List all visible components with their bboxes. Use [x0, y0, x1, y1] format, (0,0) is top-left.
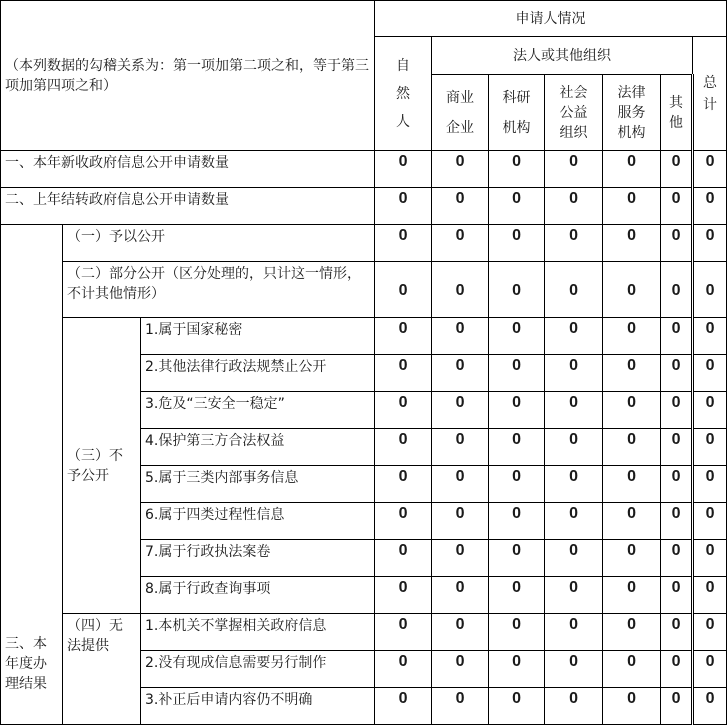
table-row: [1, 188, 727, 225]
cell-value: 0: [489, 651, 545, 688]
section3-label: 三、本年度办理结果: [1, 225, 63, 725]
row-label: 1.本机关不掌握相关政府信息: [141, 614, 375, 651]
cell-value: 0: [432, 392, 489, 429]
header-social: 社会 公益 组织: [545, 75, 603, 151]
cell-value: 0: [489, 577, 545, 614]
cell-value: 0: [545, 318, 603, 355]
cell-value: 0: [545, 225, 603, 262]
cell-value: 0: [545, 151, 603, 188]
cell-value: 0: [603, 262, 661, 318]
cell-value: 0: [603, 225, 661, 262]
table-row: [1, 262, 727, 318]
cell-value: 0: [432, 151, 489, 188]
row-label: （二）部分公开（区分处理的，只计这一情形，不计其他情形）: [63, 262, 375, 318]
cell-value: 0: [375, 540, 432, 577]
row-label: 1.属于国家秘密: [141, 318, 375, 355]
cell-value: 0: [432, 614, 489, 651]
cell-value: 0: [545, 188, 603, 225]
cell-value: 0: [693, 392, 727, 429]
cell-value: 0: [661, 262, 693, 318]
cell-value: 0: [432, 225, 489, 262]
cell-value: 0: [545, 540, 603, 577]
cell-value: 0: [375, 429, 432, 466]
header-other: 其 他: [661, 75, 693, 151]
cell-value: 0: [661, 577, 693, 614]
cell-value: 0: [603, 688, 661, 725]
cell-value: 0: [603, 651, 661, 688]
cell-value: 0: [432, 540, 489, 577]
cell-value: 0: [693, 151, 727, 188]
cell-value: 0: [661, 429, 693, 466]
table-row: [1, 614, 727, 651]
cell-value: 0: [545, 651, 603, 688]
cell-value: 0: [693, 262, 727, 318]
cell-value: 0: [603, 188, 661, 225]
cell-value: 0: [489, 262, 545, 318]
cell-value: 0: [375, 577, 432, 614]
cell-value: 0: [661, 188, 693, 225]
row-label: 3.危及“三安全一稳定”: [141, 392, 375, 429]
cell-value: 0: [545, 392, 603, 429]
table-row: [1, 225, 727, 262]
cell-value: 0: [375, 355, 432, 392]
cell-value: 0: [489, 614, 545, 651]
cell-value: 0: [489, 503, 545, 540]
cell-value: 0: [661, 392, 693, 429]
row-label: 3.补正后申请内容仍不明确: [141, 688, 375, 725]
cell-value: 0: [375, 688, 432, 725]
cell-value: 0: [661, 225, 693, 262]
cell-value: 0: [693, 614, 727, 651]
row-label: 4.保护第三方合法权益: [141, 429, 375, 466]
cell-value: 0: [489, 225, 545, 262]
cell-value: 0: [489, 688, 545, 725]
cell-value: 0: [489, 151, 545, 188]
cell-value: 0: [432, 318, 489, 355]
cell-value: 0: [545, 355, 603, 392]
cell-value: 0: [375, 318, 432, 355]
cell-value: 0: [603, 355, 661, 392]
cell-value: 0: [661, 318, 693, 355]
cell-value: 0: [661, 614, 693, 651]
cell-value: 0: [432, 577, 489, 614]
cell-value: 0: [661, 355, 693, 392]
row-label: 5.属于三类内部事务信息: [141, 466, 375, 503]
cell-value: 0: [432, 466, 489, 503]
cell-value: 0: [693, 225, 727, 262]
header-law: 法律 服务 机构: [603, 75, 661, 151]
cell-value: 0: [489, 429, 545, 466]
cell-value: 0: [375, 503, 432, 540]
cell-value: 0: [693, 355, 727, 392]
cell-value: 0: [489, 355, 545, 392]
cell-value: 0: [693, 651, 727, 688]
row-label: 二、上年结转政府信息公开申请数量: [1, 188, 375, 225]
header-natural-person: 自 然 人: [375, 37, 432, 151]
row-label: （一）予以公开: [63, 225, 375, 262]
cell-value: 0: [603, 577, 661, 614]
cell-value: 0: [603, 318, 661, 355]
row-label: 2.没有现成信息需要另行制作: [141, 651, 375, 688]
cell-value: 0: [545, 688, 603, 725]
cell-value: 0: [375, 225, 432, 262]
cell-value: 0: [545, 577, 603, 614]
cell-value: 0: [661, 151, 693, 188]
cell-value: 0: [432, 503, 489, 540]
row-label: 7.属于行政执法案卷: [141, 540, 375, 577]
cell-value: 0: [693, 577, 727, 614]
cell-value: 0: [693, 688, 727, 725]
cell-value: 0: [489, 466, 545, 503]
cell-value: 0: [432, 262, 489, 318]
cell-value: 0: [432, 188, 489, 225]
cell-value: 0: [545, 614, 603, 651]
cell-value: 0: [489, 540, 545, 577]
cell-value: 0: [603, 392, 661, 429]
cell-value: 0: [432, 688, 489, 725]
header-applicant: 申请人情况: [375, 1, 727, 37]
cell-value: 0: [489, 188, 545, 225]
cell-value: 0: [661, 688, 693, 725]
cell-value: 0: [545, 262, 603, 318]
cell-value: 0: [603, 540, 661, 577]
cell-value: 0: [693, 503, 727, 540]
cell-value: 0: [375, 466, 432, 503]
header-legal-org: 法人或其他组织: [432, 37, 693, 75]
header-commercial: 商业 企业: [432, 75, 489, 151]
cell-value: 0: [603, 614, 661, 651]
cell-value: 0: [545, 429, 603, 466]
cell-value: 0: [661, 651, 693, 688]
cell-value: 0: [375, 262, 432, 318]
cell-value: 0: [693, 429, 727, 466]
row-label: 8.属于行政查询事项: [141, 577, 375, 614]
header-research: 科研 机构: [489, 75, 545, 151]
table-row: [1, 318, 727, 355]
cell-value: 0: [693, 540, 727, 577]
group3-label: （三）不予公开: [63, 318, 141, 614]
cell-value: 0: [545, 466, 603, 503]
cell-value: 0: [432, 651, 489, 688]
cell-value: 0: [489, 318, 545, 355]
cell-value: 0: [375, 614, 432, 651]
header-note: （本列数据的勾稽关系为：第一项加第二项之和，等于第三项加第四项之和）: [1, 1, 375, 151]
cell-value: 0: [661, 466, 693, 503]
cell-value: 0: [603, 466, 661, 503]
cell-value: 0: [693, 188, 727, 225]
cell-value: 0: [375, 651, 432, 688]
row-label: 一、本年新收政府信息公开申请数量: [1, 151, 375, 188]
cell-value: 0: [375, 151, 432, 188]
cell-value: 0: [375, 392, 432, 429]
cell-value: 0: [661, 503, 693, 540]
table-row: [1, 151, 727, 188]
cell-value: 0: [432, 429, 489, 466]
cell-value: 0: [545, 503, 603, 540]
row-label: 6.属于四类过程性信息: [141, 503, 375, 540]
cell-value: 0: [375, 188, 432, 225]
row-label: 2.其他法律行政法规禁止公开: [141, 355, 375, 392]
cell-value: 0: [432, 355, 489, 392]
cell-value: 0: [661, 540, 693, 577]
cell-value: 0: [603, 429, 661, 466]
cell-value: 0: [489, 392, 545, 429]
cell-value: 0: [693, 318, 727, 355]
group4-label: （四）无法提供: [63, 614, 141, 725]
cell-value: 0: [603, 151, 661, 188]
header-total: 总 计: [693, 37, 727, 151]
cell-value: 0: [603, 503, 661, 540]
cell-value: 0: [693, 466, 727, 503]
